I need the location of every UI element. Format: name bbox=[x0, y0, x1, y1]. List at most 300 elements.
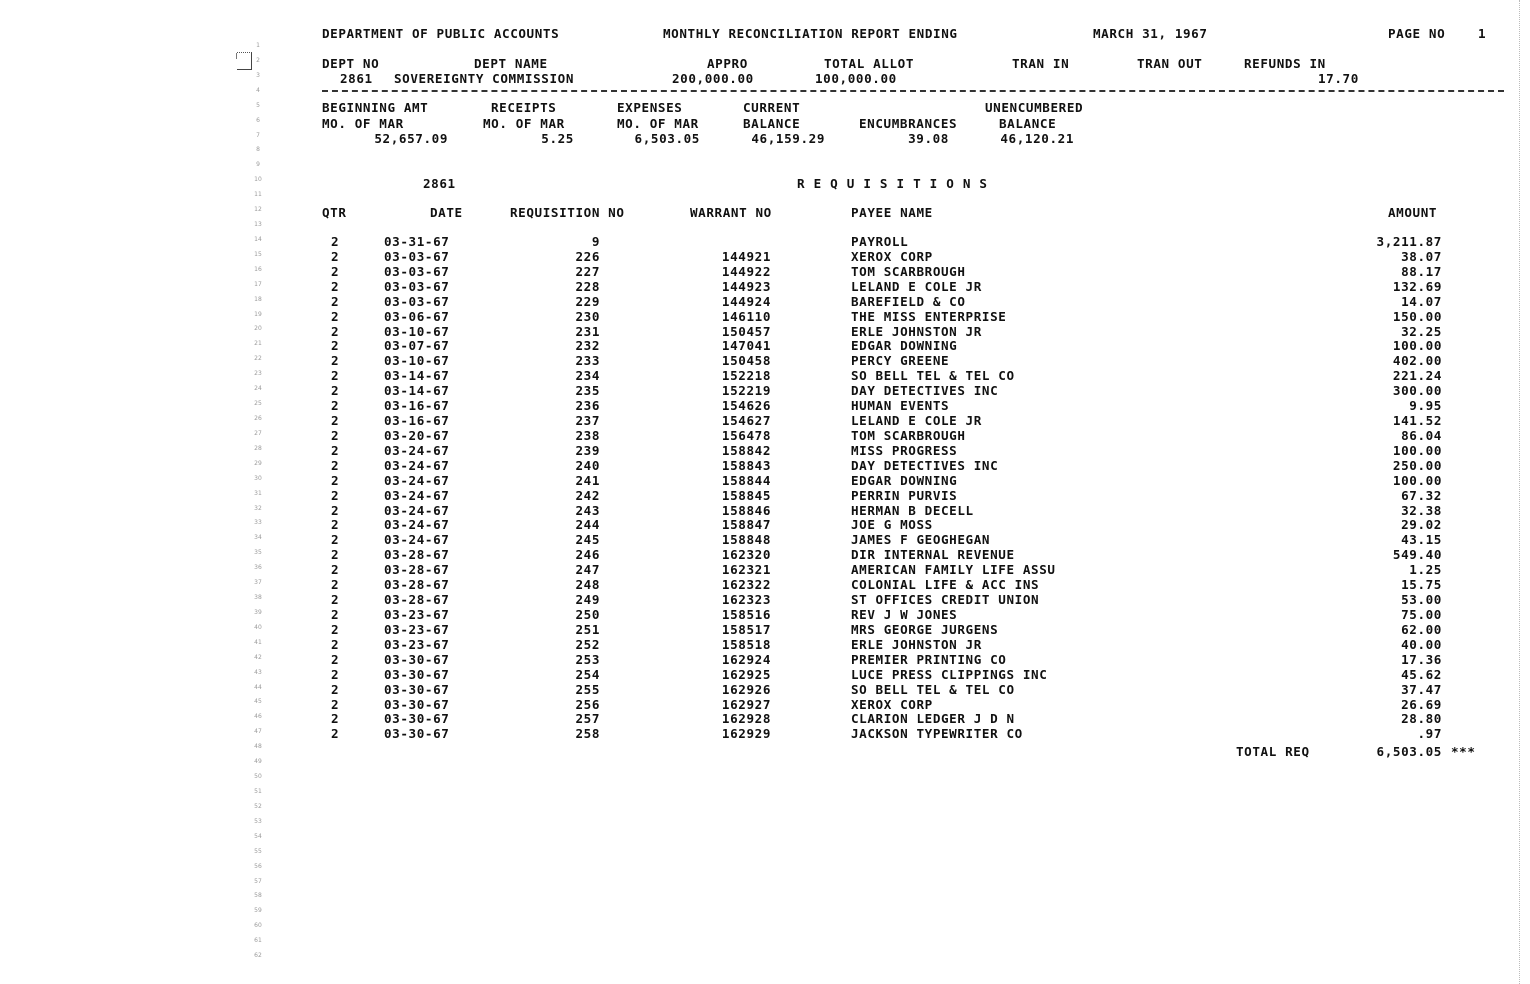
margin-line-number: 3 bbox=[256, 72, 260, 79]
margin-line-number: 59 bbox=[254, 907, 262, 914]
appro-label: APPRO bbox=[707, 56, 748, 71]
cell-requisition-no: 244 bbox=[575, 517, 600, 532]
table-row bbox=[0, 547, 1530, 562]
section-title: REQUISITIONS bbox=[797, 176, 996, 191]
cell-payee-name: MRS GEORGE JURGENS bbox=[851, 622, 999, 637]
cell-amount: 37.47 bbox=[1401, 682, 1442, 697]
cell-warrant-no: 144923 bbox=[721, 279, 771, 294]
cell-payee-name: DAY DETECTIVES INC bbox=[851, 458, 999, 473]
cell-warrant-no: 162321 bbox=[721, 562, 771, 577]
cell-date: 03-16-67 bbox=[384, 398, 450, 413]
cell-amount: 75.00 bbox=[1401, 607, 1442, 622]
cell-warrant-no: 158847 bbox=[721, 517, 771, 532]
cell-qtr: 2 bbox=[331, 667, 340, 682]
cell-qtr: 2 bbox=[331, 383, 340, 398]
cell-amount: 9.95 bbox=[1409, 398, 1442, 413]
margin-line-number: 56 bbox=[254, 863, 262, 870]
table-row bbox=[0, 383, 1530, 398]
cell-payee-name: HUMAN EVENTS bbox=[851, 398, 950, 413]
cell-warrant-no: 162323 bbox=[721, 592, 771, 607]
total-marker: *** bbox=[1451, 744, 1476, 759]
table-row bbox=[0, 562, 1530, 577]
margin-line-number: 2 bbox=[256, 57, 260, 64]
margin-line-number: 61 bbox=[254, 937, 262, 944]
table-row bbox=[0, 413, 1530, 428]
margin-line-number: 9 bbox=[256, 161, 260, 168]
cell-warrant-no: 152219 bbox=[721, 383, 771, 398]
cell-date: 03-30-67 bbox=[384, 667, 450, 682]
cell-date: 03-06-67 bbox=[384, 309, 450, 324]
margin-line-number: 43 bbox=[254, 669, 262, 676]
cell-amount: 100.00 bbox=[1392, 443, 1442, 458]
cell-qtr: 2 bbox=[331, 353, 340, 368]
cell-requisition-no: 241 bbox=[575, 473, 600, 488]
cell-qtr: 2 bbox=[331, 368, 340, 383]
cell-qtr: 2 bbox=[331, 473, 340, 488]
cell-warrant-no: 162927 bbox=[721, 697, 771, 712]
margin-line-number: 8 bbox=[256, 146, 260, 153]
cell-amount: 62.00 bbox=[1401, 622, 1442, 637]
cell-amount: 132.69 bbox=[1392, 279, 1442, 294]
cell-payee-name: PERCY GREENE bbox=[851, 353, 950, 368]
margin-line-number: 4 bbox=[256, 87, 260, 94]
cell-amount: 549.40 bbox=[1392, 547, 1442, 562]
margin-line-number: 16 bbox=[254, 266, 262, 273]
cell-date: 03-24-67 bbox=[384, 443, 450, 458]
cell-requisition-no: 248 bbox=[575, 577, 600, 592]
total-allot-label: TOTAL ALLOT bbox=[824, 56, 915, 71]
cell-warrant-no: 147041 bbox=[721, 338, 771, 353]
cell-payee-name: PAYROLL bbox=[851, 234, 909, 249]
margin-line-number: 40 bbox=[254, 624, 262, 631]
cell-payee-name: JOE G MOSS bbox=[851, 517, 933, 532]
margin-line-number: 38 bbox=[254, 594, 262, 601]
cell-payee-name: CLARION LEDGER J D N bbox=[851, 711, 1015, 726]
cell-qtr: 2 bbox=[331, 607, 340, 622]
col-header-date: DATE bbox=[430, 205, 463, 220]
cell-date: 03-30-67 bbox=[384, 697, 450, 712]
cell-payee-name: TOM SCARBROUGH bbox=[851, 428, 966, 443]
cell-qtr: 2 bbox=[331, 682, 340, 697]
cell-amount: .97 bbox=[1417, 726, 1442, 741]
cell-amount: 141.52 bbox=[1392, 413, 1442, 428]
cell-requisition-no: 247 bbox=[575, 562, 600, 577]
cell-requisition-no: 235 bbox=[575, 383, 600, 398]
cell-requisition-no: 230 bbox=[575, 309, 600, 324]
cell-date: 03-03-67 bbox=[384, 294, 450, 309]
cell-warrant-no: 152218 bbox=[721, 368, 771, 383]
cell-date: 03-28-67 bbox=[384, 592, 450, 607]
encumbrances-label: ENCUMBRANCES bbox=[859, 116, 958, 131]
cell-payee-name: DIR INTERNAL REVENUE bbox=[851, 547, 1015, 562]
cell-qtr: 2 bbox=[331, 398, 340, 413]
margin-line-number: 27 bbox=[254, 430, 262, 437]
cell-warrant-no: 158518 bbox=[721, 637, 771, 652]
margin-line-number: 5 bbox=[256, 102, 260, 109]
agency-name: DEPARTMENT OF PUBLIC ACCOUNTS bbox=[322, 26, 560, 41]
cell-date: 03-14-67 bbox=[384, 383, 450, 398]
total-req-label: TOTAL REQ bbox=[1236, 744, 1310, 759]
cell-date: 03-28-67 bbox=[384, 547, 450, 562]
cell-date: 03-30-67 bbox=[384, 652, 450, 667]
cell-amount: 221.24 bbox=[1392, 368, 1442, 383]
cell-warrant-no: 158848 bbox=[721, 532, 771, 547]
table-row bbox=[0, 294, 1530, 309]
cell-requisition-no: 226 bbox=[575, 249, 600, 264]
cell-qtr: 2 bbox=[331, 622, 340, 637]
cell-date: 03-10-67 bbox=[384, 353, 450, 368]
table-row bbox=[0, 249, 1530, 264]
cell-date: 03-16-67 bbox=[384, 413, 450, 428]
cell-qtr: 2 bbox=[331, 577, 340, 592]
cell-qtr: 2 bbox=[331, 517, 340, 532]
requisitions-dept-no: 2861 bbox=[423, 176, 456, 191]
cell-date: 03-28-67 bbox=[384, 562, 450, 577]
table-row bbox=[0, 637, 1530, 652]
receipts-period-label: MO. OF MAR bbox=[483, 116, 565, 131]
cell-amount: 100.00 bbox=[1392, 338, 1442, 353]
cell-date: 03-24-67 bbox=[384, 517, 450, 532]
cell-qtr: 2 bbox=[331, 338, 340, 353]
cell-amount: 88.17 bbox=[1401, 264, 1442, 279]
expenses-value: 6,503.05 bbox=[634, 131, 700, 146]
cell-requisition-no: 238 bbox=[575, 428, 600, 443]
table-row bbox=[0, 458, 1530, 473]
table-row bbox=[0, 353, 1530, 368]
margin-line-number: 45 bbox=[254, 698, 262, 705]
cell-warrant-no: 162924 bbox=[721, 652, 771, 667]
cell-warrant-no: 150457 bbox=[721, 324, 771, 339]
cell-amount: 43.15 bbox=[1401, 532, 1442, 547]
separator-line bbox=[322, 90, 1504, 92]
cell-requisition-no: 9 bbox=[591, 234, 600, 249]
cell-payee-name: PERRIN PURVIS bbox=[851, 488, 958, 503]
cell-payee-name: ERLE JOHNSTON JR bbox=[851, 637, 982, 652]
cell-amount: 67.32 bbox=[1401, 488, 1442, 503]
cell-qtr: 2 bbox=[331, 234, 340, 249]
cell-requisition-no: 242 bbox=[575, 488, 600, 503]
col-header-amount: AMOUNT bbox=[1388, 205, 1438, 220]
cell-date: 03-24-67 bbox=[384, 473, 450, 488]
cell-qtr: 2 bbox=[331, 443, 340, 458]
cell-requisition-no: 237 bbox=[575, 413, 600, 428]
cell-date: 03-03-67 bbox=[384, 279, 450, 294]
margin-line-number: 35 bbox=[254, 549, 262, 556]
table-row bbox=[0, 726, 1530, 741]
cell-warrant-no: 162928 bbox=[721, 711, 771, 726]
appro-value: 200,000.00 bbox=[672, 71, 754, 86]
margin-line-number: 29 bbox=[254, 460, 262, 467]
table-row bbox=[0, 532, 1530, 547]
table-row bbox=[0, 473, 1530, 488]
cell-payee-name: DAY DETECTIVES INC bbox=[851, 383, 999, 398]
cell-date: 03-30-67 bbox=[384, 682, 450, 697]
report-date: MARCH 31, 1967 bbox=[1093, 26, 1208, 41]
cell-payee-name: AMERICAN FAMILY LIFE ASSU bbox=[851, 562, 1056, 577]
margin-line-number: 26 bbox=[254, 415, 262, 422]
cell-warrant-no: 154626 bbox=[721, 398, 771, 413]
cell-requisition-no: 236 bbox=[575, 398, 600, 413]
cell-qtr: 2 bbox=[331, 294, 340, 309]
cell-amount: 28.80 bbox=[1401, 711, 1442, 726]
margin-line-number: 15 bbox=[254, 251, 262, 258]
tran-in-label: TRAN IN bbox=[1012, 56, 1070, 71]
cell-date: 03-24-67 bbox=[384, 488, 450, 503]
col-header-payee-name: PAYEE NAME bbox=[851, 205, 933, 220]
unencumbered-balance-value: 46,120.21 bbox=[1000, 131, 1074, 146]
cell-requisition-no: 245 bbox=[575, 532, 600, 547]
page-number: 1 bbox=[1478, 26, 1487, 41]
encumbrances-value: 39.08 bbox=[908, 131, 949, 146]
cell-payee-name: EDGAR DOWNING bbox=[851, 473, 958, 488]
cell-payee-name: ERLE JOHNSTON JR bbox=[851, 324, 982, 339]
cell-warrant-no: 158846 bbox=[721, 503, 771, 518]
cell-warrant-no: 158844 bbox=[721, 473, 771, 488]
table-row bbox=[0, 488, 1530, 503]
margin-line-number: 11 bbox=[254, 191, 262, 198]
cell-qtr: 2 bbox=[331, 726, 340, 741]
margin-line-number: 23 bbox=[254, 370, 262, 377]
cell-amount: 86.04 bbox=[1401, 428, 1442, 443]
cell-requisition-no: 233 bbox=[575, 353, 600, 368]
cell-qtr: 2 bbox=[331, 413, 340, 428]
table-row bbox=[0, 577, 1530, 592]
cell-requisition-no: 231 bbox=[575, 324, 600, 339]
cell-payee-name: REV J W JONES bbox=[851, 607, 958, 622]
cell-amount: 17.36 bbox=[1401, 652, 1442, 667]
cell-warrant-no: 144922 bbox=[721, 264, 771, 279]
margin-line-number: 6 bbox=[256, 117, 260, 124]
cell-date: 03-03-67 bbox=[384, 249, 450, 264]
dept-no-value: 2861 bbox=[340, 71, 373, 86]
cell-requisition-no: 250 bbox=[575, 607, 600, 622]
cell-qtr: 2 bbox=[331, 652, 340, 667]
receipts-label: RECEIPTS bbox=[491, 100, 557, 115]
margin-line-number: 42 bbox=[254, 654, 262, 661]
margin-line-number: 39 bbox=[254, 609, 262, 616]
cell-amount: 38.07 bbox=[1401, 249, 1442, 264]
table-row bbox=[0, 592, 1530, 607]
cell-requisition-no: 249 bbox=[575, 592, 600, 607]
table-row bbox=[0, 652, 1530, 667]
current-label: CURRENT bbox=[743, 100, 801, 115]
cell-warrant-no: 162925 bbox=[721, 667, 771, 682]
cell-warrant-no: 150458 bbox=[721, 353, 771, 368]
cell-amount: 45.62 bbox=[1401, 667, 1442, 682]
margin-line-number: 13 bbox=[254, 221, 262, 228]
margin-line-number: 24 bbox=[254, 385, 262, 392]
cell-payee-name: ST OFFICES CREDIT UNION bbox=[851, 592, 1040, 607]
table-row bbox=[0, 309, 1530, 324]
cell-date: 03-24-67 bbox=[384, 458, 450, 473]
margin-line-number: 17 bbox=[254, 281, 262, 288]
table-row bbox=[0, 667, 1530, 682]
margin-line-number: 20 bbox=[254, 325, 262, 332]
cell-requisition-no: 251 bbox=[575, 622, 600, 637]
cell-qtr: 2 bbox=[331, 324, 340, 339]
cell-requisition-no: 232 bbox=[575, 338, 600, 353]
table-row bbox=[0, 443, 1530, 458]
cell-warrant-no: 158845 bbox=[721, 488, 771, 503]
cell-date: 03-23-67 bbox=[384, 637, 450, 652]
table-row bbox=[0, 622, 1530, 637]
beginning-amt-label: BEGINNING AMT bbox=[322, 100, 429, 115]
cell-warrant-no: 158843 bbox=[721, 458, 771, 473]
cell-warrant-no: 158516 bbox=[721, 607, 771, 622]
cell-amount: 32.25 bbox=[1401, 324, 1442, 339]
cell-date: 03-24-67 bbox=[384, 532, 450, 547]
cell-date: 03-31-67 bbox=[384, 234, 450, 249]
cell-amount: 3,211.87 bbox=[1376, 234, 1442, 249]
col-header-qtr: QTR bbox=[322, 205, 347, 220]
cell-amount: 15.75 bbox=[1401, 577, 1442, 592]
total-allot-value: 100,000.00 bbox=[815, 71, 897, 86]
cell-warrant-no: 162320 bbox=[721, 547, 771, 562]
margin-line-number: 10 bbox=[254, 176, 262, 183]
dept-name-value: SOVEREIGNTY COMMISSION bbox=[394, 71, 575, 86]
cell-amount: 40.00 bbox=[1401, 637, 1442, 652]
cell-payee-name: THE MISS ENTERPRISE bbox=[851, 309, 1007, 324]
cell-payee-name: JAMES F GEOGHEGAN bbox=[851, 532, 991, 547]
table-row bbox=[0, 517, 1530, 532]
cell-payee-name: XEROX CORP bbox=[851, 249, 933, 264]
table-row bbox=[0, 682, 1530, 697]
receipts-value: 5.25 bbox=[541, 131, 574, 146]
cell-warrant-no: 154627 bbox=[721, 413, 771, 428]
cell-requisition-no: 257 bbox=[575, 711, 600, 726]
cell-date: 03-30-67 bbox=[384, 726, 450, 741]
cell-date: 03-20-67 bbox=[384, 428, 450, 443]
cell-qtr: 2 bbox=[331, 503, 340, 518]
current-balance-label: BALANCE bbox=[743, 116, 801, 131]
table-row bbox=[0, 607, 1530, 622]
cell-amount: 150.00 bbox=[1392, 309, 1442, 324]
cell-qtr: 2 bbox=[331, 592, 340, 607]
cell-date: 03-14-67 bbox=[384, 368, 450, 383]
cell-qtr: 2 bbox=[331, 697, 340, 712]
margin-line-number: 41 bbox=[254, 639, 262, 646]
cell-date: 03-03-67 bbox=[384, 264, 450, 279]
margin-line-number: 25 bbox=[254, 400, 262, 407]
margin-line-number: 47 bbox=[254, 728, 262, 735]
margin-line-number: 52 bbox=[254, 803, 262, 810]
cell-requisition-no: 243 bbox=[575, 503, 600, 518]
cell-payee-name: HERMAN B DECELL bbox=[851, 503, 974, 518]
cell-qtr: 2 bbox=[331, 532, 340, 547]
margin-line-number: 51 bbox=[254, 788, 262, 795]
report-title: MONTHLY RECONCILIATION REPORT ENDING bbox=[663, 26, 958, 41]
cell-date: 03-23-67 bbox=[384, 607, 450, 622]
cell-amount: 402.00 bbox=[1392, 353, 1442, 368]
cell-date: 03-28-67 bbox=[384, 577, 450, 592]
dept-no-label: DEPT NO bbox=[322, 56, 380, 71]
total-req-value: 6,503.05 bbox=[1376, 744, 1442, 759]
margin-line-number: 31 bbox=[254, 490, 262, 497]
cell-amount: 32.38 bbox=[1401, 503, 1442, 518]
refunds-in-value: 17.70 bbox=[1318, 71, 1359, 86]
dept-name-label: DEPT NAME bbox=[474, 56, 548, 71]
cell-qtr: 2 bbox=[331, 562, 340, 577]
cell-requisition-no: 256 bbox=[575, 697, 600, 712]
cell-warrant-no: 158842 bbox=[721, 443, 771, 458]
col-header-requisition-no: REQUISITION NO bbox=[510, 205, 625, 220]
margin-line-number: 58 bbox=[254, 892, 262, 899]
margin-line-number: 36 bbox=[254, 564, 262, 571]
cell-payee-name: LUCE PRESS CLIPPINGS INC bbox=[851, 667, 1048, 682]
cell-payee-name: COLONIAL LIFE & ACC INS bbox=[851, 577, 1040, 592]
cell-qtr: 2 bbox=[331, 249, 340, 264]
beginning-amt-value: 52,657.09 bbox=[374, 131, 448, 146]
table-row bbox=[0, 697, 1530, 712]
expenses-period-label: MO. OF MAR bbox=[617, 116, 699, 131]
margin-line-number: 46 bbox=[254, 713, 262, 720]
cell-warrant-no: 146110 bbox=[721, 309, 771, 324]
cell-payee-name: BAREFIELD & CO bbox=[851, 294, 966, 309]
cell-warrant-no: 158517 bbox=[721, 622, 771, 637]
unencumbered-label: UNENCUMBERED bbox=[985, 100, 1084, 115]
cell-amount: 1.25 bbox=[1409, 562, 1442, 577]
margin-line-number: 57 bbox=[254, 878, 262, 885]
refunds-in-label: REFUNDS IN bbox=[1244, 56, 1326, 71]
cell-payee-name: EDGAR DOWNING bbox=[851, 338, 958, 353]
cell-requisition-no: 252 bbox=[575, 637, 600, 652]
margin-line-number: 53 bbox=[254, 818, 262, 825]
cell-amount: 26.69 bbox=[1401, 697, 1442, 712]
cell-date: 03-07-67 bbox=[384, 338, 450, 353]
margin-line-number: 7 bbox=[256, 132, 260, 139]
cell-requisition-no: 258 bbox=[575, 726, 600, 741]
table-row bbox=[0, 398, 1530, 413]
cell-amount: 300.00 bbox=[1392, 383, 1442, 398]
margin-line-number: 33 bbox=[254, 519, 262, 526]
margin-line-number: 1 bbox=[256, 42, 260, 49]
margin-line-number: 50 bbox=[254, 773, 262, 780]
cell-date: 03-24-67 bbox=[384, 503, 450, 518]
table-row bbox=[0, 368, 1530, 383]
cell-amount: 14.07 bbox=[1401, 294, 1442, 309]
cell-date: 03-10-67 bbox=[384, 324, 450, 339]
cell-date: 03-30-67 bbox=[384, 711, 450, 726]
margin-line-number: 62 bbox=[254, 952, 262, 959]
table-row bbox=[0, 428, 1530, 443]
page-label: PAGE NO bbox=[1388, 26, 1446, 41]
margin-line-number: 14 bbox=[254, 236, 262, 243]
cell-payee-name: MISS PROGRESS bbox=[851, 443, 958, 458]
cell-payee-name: SO BELL TEL & TEL CO bbox=[851, 682, 1015, 697]
cell-payee-name: SO BELL TEL & TEL CO bbox=[851, 368, 1015, 383]
cell-requisition-no: 254 bbox=[575, 667, 600, 682]
cell-payee-name: LELAND E COLE JR bbox=[851, 279, 982, 294]
margin-line-number: 18 bbox=[254, 296, 262, 303]
table-row bbox=[0, 324, 1530, 339]
beginning-period-label: MO. OF MAR bbox=[322, 116, 404, 131]
margin-line-number: 49 bbox=[254, 758, 262, 765]
margin-line-number: 19 bbox=[254, 311, 262, 318]
cell-qtr: 2 bbox=[331, 547, 340, 562]
table-row bbox=[0, 279, 1530, 294]
cell-qtr: 2 bbox=[331, 488, 340, 503]
cell-warrant-no: 144921 bbox=[721, 249, 771, 264]
cell-payee-name: XEROX CORP bbox=[851, 697, 933, 712]
margin-line-number: 60 bbox=[254, 922, 262, 929]
margin-line-number: 54 bbox=[254, 833, 262, 840]
current-balance-value: 46,159.29 bbox=[751, 131, 825, 146]
cell-qtr: 2 bbox=[331, 458, 340, 473]
table-row bbox=[0, 264, 1530, 279]
tran-out-label: TRAN OUT bbox=[1137, 56, 1203, 71]
margin-line-number: 22 bbox=[254, 355, 262, 362]
cell-qtr: 2 bbox=[331, 264, 340, 279]
